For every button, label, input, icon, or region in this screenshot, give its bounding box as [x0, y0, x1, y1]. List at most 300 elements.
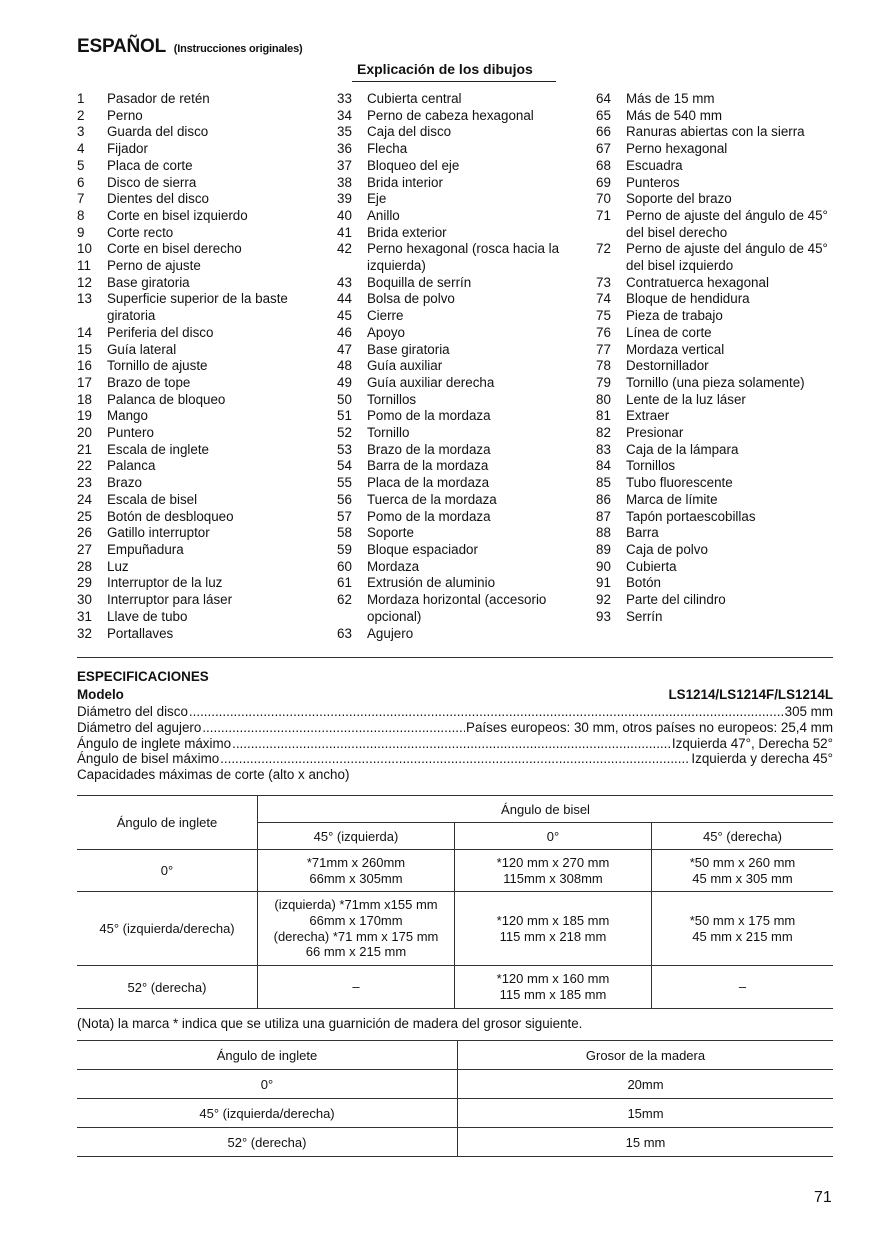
legend-text: Tuerca de la mordaza: [367, 491, 497, 507]
legend-number: 31: [77, 608, 92, 624]
legend-item: [337, 91, 587, 108]
legend-number: 44: [337, 291, 352, 307]
legend-number: 65: [596, 107, 611, 123]
legend-item: [596, 475, 846, 492]
legend-item: [337, 442, 587, 459]
legend-item: [596, 291, 846, 308]
legend-text: Línea de corte: [626, 324, 712, 340]
legend-number: 61: [337, 575, 352, 591]
bevel-col-header: 45° (derecha): [652, 823, 834, 850]
legend-item: [77, 108, 327, 125]
legend-item: [77, 525, 327, 542]
legend-text: Cubierta: [626, 558, 677, 574]
legend-text: Cierre: [367, 308, 404, 324]
legend-text: Brida interior: [367, 174, 443, 190]
legend-item: [337, 191, 587, 208]
legend-item: [596, 559, 846, 576]
legend-text: Perno hexagonal: [626, 141, 728, 157]
legend-text: Boquilla de serrín: [367, 274, 472, 290]
legend-text: Tornillo de ajuste: [107, 358, 208, 374]
legend-item: [596, 458, 846, 475]
legend-item: [77, 542, 327, 559]
legend-item: [77, 342, 327, 359]
legend-text: Luz: [107, 558, 129, 574]
legend-number: 41: [337, 224, 352, 240]
legend-item: [77, 609, 327, 626]
legend-number: 60: [337, 558, 352, 574]
legend-text: Placa de la mordaza: [367, 475, 490, 491]
legend-text: Gatillo interruptor: [107, 525, 210, 541]
legend-item: [596, 609, 846, 626]
language-heading: ESPAÑOL: [77, 36, 166, 57]
capacity-cell: [455, 850, 652, 892]
footnote: (Nota) la marca * indica que se utiliza una guarnición de madera del grosor siguiente.: [77, 1016, 583, 1031]
legend-number: 28: [77, 558, 92, 574]
legend-item: [77, 592, 327, 609]
legend-text: Palanca de bloqueo: [107, 391, 226, 407]
capacity-cell: [258, 850, 455, 892]
legend-item: [337, 158, 587, 175]
legend-number: 20: [77, 425, 92, 441]
page-number: 71: [814, 1189, 832, 1206]
wood-cell: 20mm: [458, 1070, 834, 1099]
legend-item: [77, 458, 327, 475]
legend-number: 83: [596, 441, 611, 457]
wood-thickness-table: [77, 1040, 833, 1157]
leader-dots: [189, 704, 784, 720]
spec-value: Izquierda y derecha 45°: [691, 751, 833, 766]
legend-text: Eje: [367, 191, 387, 207]
spec-label: Diámetro del disco: [77, 704, 188, 719]
legend-number: 27: [77, 541, 92, 557]
legend-number: 92: [596, 592, 611, 608]
legend-text: Destornillador: [626, 358, 709, 374]
legend-number: 40: [337, 207, 352, 223]
legend-number: 76: [596, 324, 611, 340]
legend-number: 70: [596, 191, 611, 207]
legend-number: 52: [337, 425, 352, 441]
legend-number: 9: [77, 224, 85, 240]
legend-number: 36: [337, 141, 352, 157]
legend-text: Soporte del brazo: [626, 191, 732, 207]
legend-number: 90: [596, 558, 611, 574]
legend-number: 91: [596, 575, 611, 591]
wood-header-cell: Grosor de la madera: [458, 1041, 834, 1070]
legend-item: [337, 392, 587, 409]
legend-text: Bloque de hendidura: [626, 291, 750, 307]
legend-text: Portallaves: [107, 625, 174, 641]
legend-text: Bloqueo del eje: [367, 157, 460, 173]
capacity-value: 66mm x 305mm: [309, 870, 403, 886]
legend-item: [596, 91, 846, 108]
legend-item: [596, 375, 846, 392]
legend-text: Perno: [107, 107, 143, 123]
legend-text: Escuadra: [626, 157, 683, 173]
legend-text: Tubo fluorescente: [626, 475, 733, 491]
spec-line: [77, 751, 833, 767]
legend-number: 64: [596, 91, 611, 106]
legend-item: [77, 275, 327, 292]
legend-item: [596, 325, 846, 342]
legend-number: 79: [596, 374, 611, 390]
wood-cell: 52° (derecha): [77, 1128, 458, 1157]
legend-item: [337, 492, 587, 509]
legend-number: 86: [596, 491, 611, 507]
legend-number: 17: [77, 374, 92, 390]
legend-item: [596, 158, 846, 175]
legend-number: 88: [596, 525, 611, 541]
legend-number: 16: [77, 358, 92, 374]
legend-text: Llave de tubo: [107, 608, 188, 624]
legend-item: [596, 308, 846, 325]
legend-number: 77: [596, 341, 611, 357]
legend-text: Extraer: [626, 408, 670, 424]
legend-number: 3: [77, 124, 85, 140]
legend-text: Punteros: [626, 174, 680, 190]
legend-number: 51: [337, 408, 352, 424]
legend-number: 30: [77, 592, 92, 608]
legend-number: 23: [77, 475, 92, 491]
legend-number: 2: [77, 107, 85, 123]
legend-item: [77, 141, 327, 158]
legend-number: 84: [596, 458, 611, 474]
capacity-value: –: [352, 979, 360, 995]
legend-number: 72: [596, 241, 611, 257]
legend-number: 78: [596, 358, 611, 374]
legend-text: Palanca: [107, 458, 156, 474]
section-divider: [77, 657, 833, 658]
legend-number: 18: [77, 391, 92, 407]
legend-item: [337, 358, 587, 375]
legend-text: Mordaza vertical: [626, 341, 725, 357]
legend-number: 74: [596, 291, 611, 307]
legend-number: 6: [77, 174, 85, 190]
capacity-value: *120 mm x 160 mm: [496, 971, 610, 987]
wood-cell: 0°: [77, 1070, 458, 1099]
legend-number: 82: [596, 425, 611, 441]
miter-cell: 52° (derecha): [77, 966, 258, 1009]
capacity-value: –: [738, 979, 747, 995]
spec-label: Ángulo de bisel máximo: [77, 751, 220, 766]
capacity-value: *120 mm x 270 mm: [496, 854, 610, 870]
legend-item: [77, 575, 327, 592]
legend-item: [596, 575, 846, 592]
capacity-value: (derecha) *71 mm x 175 mm: [273, 928, 439, 944]
capacity-cell: [258, 892, 455, 966]
legend-item: [596, 492, 846, 509]
legend-text: Tapón portaescobillas: [626, 508, 756, 524]
model-label: Modelo: [77, 687, 124, 702]
legend-text: Corte recto: [107, 224, 174, 240]
capacity-cell: [652, 966, 834, 1009]
legend-text: Mango: [107, 408, 148, 424]
legend-number: 81: [596, 408, 611, 424]
legend-text: Barra: [626, 525, 659, 541]
legend-item: [596, 342, 846, 359]
capacity-value: (izquierda) *71mm x155 mm: [274, 897, 438, 913]
legend-item: [596, 525, 846, 542]
legend-item: [596, 208, 846, 241]
legend-text: Brida exterior: [367, 224, 447, 240]
legend-number: 11: [77, 258, 91, 274]
leader-dots: [202, 720, 465, 736]
legend-number: 47: [337, 341, 352, 357]
legend-number: 63: [337, 625, 352, 641]
capacity-cell: [258, 966, 455, 1009]
capacity-value: 66 mm x 215 mm: [305, 944, 407, 960]
capacity-value: *50 mm x 260 mm: [689, 854, 796, 870]
legend-text: Guía auxiliar derecha: [367, 374, 495, 390]
legend-item: [596, 542, 846, 559]
legend-number: 29: [77, 575, 92, 591]
legend-text: Corte en bisel izquierdo: [107, 207, 248, 223]
spec-value: 305 mm: [784, 704, 833, 719]
legend-item: [337, 425, 587, 442]
legend-item: [596, 509, 846, 526]
legend-number: 46: [337, 324, 352, 340]
legend-item: [596, 191, 846, 208]
legend-number: 56: [337, 491, 352, 507]
legend-item: [77, 392, 327, 409]
legend-text: Pomo de la mordaza: [367, 408, 491, 424]
legend-number: 4: [77, 141, 85, 157]
legend-text: Marca de límite: [626, 491, 718, 507]
capacity-value: 45 mm x 215 mm: [692, 928, 793, 944]
legend-number: 25: [77, 508, 92, 524]
legend-item: [337, 375, 587, 392]
legend-text: Puntero: [107, 425, 154, 441]
legend-number: 48: [337, 358, 352, 374]
legend-item: [337, 291, 587, 308]
legend-text: Perno de ajuste: [107, 258, 201, 274]
legend-text: Escala de bisel: [107, 491, 198, 507]
legend-text: Mordaza horizontal (accesorio opcional): [367, 592, 547, 624]
legend-item: [77, 291, 327, 324]
legend-column-2: [337, 91, 587, 642]
legend-text: Mordaza: [367, 558, 420, 574]
legend-text: Más de 540 mm: [626, 107, 723, 123]
legend-text: Barra de la mordaza: [367, 458, 489, 474]
legend-item: [77, 124, 327, 141]
legend-item: [337, 241, 587, 274]
legend-number: 42: [337, 241, 352, 257]
spec-line: [77, 720, 833, 736]
legend-item: [77, 425, 327, 442]
spec-value: Izquierda 47°, Derecha 52°: [671, 736, 833, 751]
legend-number: 68: [596, 157, 611, 173]
legend-text: Flecha: [367, 141, 408, 157]
legend-number: 19: [77, 408, 92, 424]
bevel-header-cell: Ángulo de bisel: [258, 796, 834, 823]
legend-number: 49: [337, 374, 352, 390]
capacity-value: *71mm x 260mm: [306, 854, 406, 870]
legend-text: Dientes del disco: [107, 191, 209, 207]
legend-number: 71: [596, 207, 611, 223]
legend-item: [77, 158, 327, 175]
legend-text: Caja de la lámpara: [626, 441, 739, 457]
legend-number: 93: [596, 608, 611, 624]
legend-text: Pieza de trabajo: [626, 308, 723, 324]
legend-number: 14: [77, 324, 92, 340]
legend-text: Perno de ajuste del ángulo de 45° del bisel derecho: [626, 207, 828, 240]
section-title: Explicación de los dibujos: [357, 61, 533, 77]
wood-header-cell: Ángulo de inglete: [77, 1041, 458, 1070]
legend-number: 62: [337, 592, 352, 608]
legend-number: 57: [337, 508, 352, 524]
wood-cell: 45° (izquierda/derecha): [77, 1099, 458, 1128]
legend-number: 45: [337, 308, 352, 324]
legend-item: [337, 325, 587, 342]
cutting-capacity-table: [77, 795, 833, 1009]
legend-item: [337, 592, 587, 625]
legend-item: [337, 542, 587, 559]
legend-text: Parte del cilindro: [626, 592, 726, 608]
legend-item: [596, 425, 846, 442]
legend-text: Tornillo: [367, 425, 410, 441]
capacity-cell: [455, 892, 652, 966]
legend-number: 26: [77, 525, 92, 541]
legend-item: [337, 509, 587, 526]
legend-number: 50: [337, 391, 352, 407]
legend-item: [77, 358, 327, 375]
legend-item: [337, 225, 587, 242]
legend-number: 67: [596, 141, 611, 157]
legend-text: Contratuerca hexagonal: [626, 274, 769, 290]
legend-item: [77, 626, 327, 643]
legend-text: Extrusión de aluminio: [367, 575, 496, 591]
legend-text: Base giratoria: [367, 341, 450, 357]
legend-item: [596, 275, 846, 292]
leader-dots: [232, 736, 671, 752]
legend-item: [337, 275, 587, 292]
legend-item: [596, 392, 846, 409]
legend-item: [596, 442, 846, 459]
legend-item: [77, 375, 327, 392]
legend-item: [77, 492, 327, 509]
legend-item: [337, 559, 587, 576]
legend-number: 24: [77, 491, 92, 507]
legend-text: Guía auxiliar: [367, 358, 443, 374]
legend-number: 80: [596, 391, 611, 407]
legend-text: Botón de desbloqueo: [107, 508, 234, 524]
capacity-value: 45 mm x 305 mm: [692, 870, 793, 886]
legend-item: [337, 626, 587, 643]
legend-text: Perno de ajuste del ángulo de 45° del bisel izquierdo: [626, 241, 828, 274]
legend-number: 38: [337, 174, 352, 190]
legend-number: 43: [337, 274, 352, 290]
legend-text: Bolsa de polvo: [367, 291, 455, 307]
legend-text: Interruptor de la luz: [107, 575, 223, 591]
capacity-title: Capacidades máximas de corte (alto x ancho): [77, 767, 350, 782]
legend-item: [77, 208, 327, 225]
legend-number: 37: [337, 157, 352, 173]
legend-text: Pasador de retén: [107, 91, 210, 106]
legend-item: [337, 458, 587, 475]
bevel-col-header: 0°: [455, 823, 652, 850]
legend-number: 39: [337, 191, 352, 207]
capacity-value: *50 mm x 175 mm: [689, 912, 796, 928]
legend-item: [337, 108, 587, 125]
legend-text: Bloque espaciador: [367, 541, 478, 557]
spec-value: Países europeos: 30 mm, otros países no europeos: 25,4 mm: [466, 720, 833, 735]
legend-item: [337, 175, 587, 192]
legend-number: 69: [596, 174, 611, 190]
legend-text: Presionar: [626, 425, 684, 441]
legend-number: 34: [337, 107, 352, 123]
legend-item: [77, 442, 327, 459]
capacity-cell: [652, 892, 834, 966]
legend-number: 54: [337, 458, 352, 474]
legend-item: [337, 208, 587, 225]
legend-text: Periferia del disco: [107, 324, 214, 340]
legend-text: Guía lateral: [107, 341, 177, 357]
legend-number: 1: [77, 91, 85, 106]
legend-item: [77, 241, 327, 258]
legend-item: [77, 258, 327, 275]
legend-item: [337, 408, 587, 425]
model-row: [77, 687, 833, 702]
legend-text: Apoyo: [367, 324, 405, 340]
legend-item: [596, 408, 846, 425]
legend-number: 13: [77, 291, 92, 307]
spec-label: Diámetro del agujero: [77, 720, 202, 735]
legend-number: 66: [596, 124, 611, 140]
legend-text: Brazo: [107, 475, 142, 491]
legend-text: Placa de corte: [107, 157, 193, 173]
wood-cell: 15 mm: [458, 1128, 834, 1157]
legend-item: [596, 241, 846, 274]
legend-text: Base giratoria: [107, 274, 190, 290]
legend-text: Ranuras abiertas con la sierra: [626, 124, 805, 140]
legend-item: [596, 141, 846, 158]
legend-item: [337, 124, 587, 141]
legend-item: [596, 592, 846, 609]
legend-number: 15: [77, 341, 92, 357]
legend-text: Botón: [626, 575, 661, 591]
legend-text: Brazo de la mordaza: [367, 441, 491, 457]
legend-text: Lente de la luz láser: [626, 391, 746, 407]
legend-item: [77, 475, 327, 492]
legend-number: 33: [337, 91, 352, 106]
legend-text: Superficie superior de la baste giratoria: [107, 291, 288, 324]
legend-item: [77, 408, 327, 425]
capacity-value: 66mm x 170mm: [309, 912, 403, 928]
legend-text: Guarda del disco: [107, 124, 209, 140]
legend-text: Caja de polvo: [626, 541, 708, 557]
legend-text: Anillo: [367, 207, 400, 223]
legend-number: 21: [77, 441, 92, 457]
legend-text: Escala de inglete: [107, 441, 209, 457]
legend-text: Pomo de la mordaza: [367, 508, 491, 524]
spec-line: [77, 736, 833, 752]
model-value: LS1214/LS1214F/LS1214L: [668, 687, 833, 702]
miter-header-cell: Ángulo de inglete: [77, 796, 258, 850]
legend-text: Cubierta central: [367, 91, 462, 106]
legend-number: 7: [77, 191, 85, 207]
miter-cell: 45° (izquierda/derecha): [77, 892, 258, 966]
legend-column-1: [77, 91, 327, 642]
leader-dots: [220, 751, 690, 767]
legend-text: Corte en bisel derecho: [107, 241, 242, 257]
legend-text: Soporte: [367, 525, 414, 541]
legend-text: Disco de sierra: [107, 174, 197, 190]
legend-number: 55: [337, 475, 352, 491]
legend-item: [77, 509, 327, 526]
legend-item: [337, 308, 587, 325]
wood-cell: 15mm: [458, 1099, 834, 1128]
legend-number: 85: [596, 475, 611, 491]
page-title: [77, 36, 302, 58]
